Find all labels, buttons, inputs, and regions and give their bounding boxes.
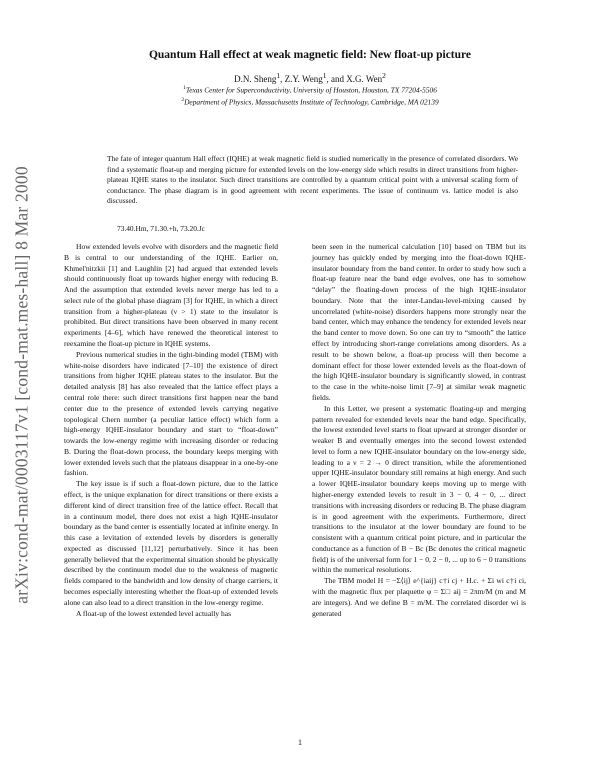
arxiv-identifier[interactable]: arXiv:cond-mat/0003117v1 [cond-mat.mes-hall] 8 Mar 2000 bbox=[11, 166, 32, 604]
affiliation-sup: 2 bbox=[181, 97, 185, 103]
paragraph: Previous numerical studies in the tight-binding model (TBM) with white-noise disorders have indicated [7–10] the existence of direct transitions from higher IQHE plateau states to the insulator. But the detailed analysis [8] has also revealed that the lattice effect plays a central role there: such direct transitions first happen near the band center due to the presence of extended levels carrying negative topological Chern number (a peculiar lattice effect) which form a high-energy IQHE-insulator boundary and start to “float-down” towards the low-energy regime with increasing disorder or reducing B. During the float-down process, the boundary keeps merging with lower extended levels such that the plateaus disappear in a one-by-one fashion. bbox=[64, 349, 278, 478]
paper-title: Quantum Hall effect at weak magnetic field: New float-up picture bbox=[148, 49, 472, 61]
author-sheng: D.N. Sheng bbox=[234, 74, 277, 84]
paragraph: How extended levels evolve with disorders and the magnetic field B is central to our understanding of the IQHE. Earlier on, Khmel'nitzkii [1] and Laughlin [2] had argued that extended levels should continuously float up towards higher energy with reducing B. And the assumption that extended levels never merge has led to a select rule of the global phase diagram [3] for IQHE, in which a direct transition from a higher-plateau (ν > 1) state to the insulator is prohibited. But direct transitions have been observed in many recent experiments [4–6], which have renewed the theoretical interest to reexamine the float-up picture in IQHE systems. bbox=[64, 242, 278, 349]
affiliation-text: Department of Physics, Massachusetts Institute of Technology, Cambridge, MA 02139 bbox=[184, 97, 439, 107]
author-weng: Z.Y. Weng bbox=[284, 74, 323, 84]
left-column bbox=[64, 242, 278, 619]
affiliation-sup: 1 bbox=[183, 85, 186, 91]
author-affil-sup: 1 bbox=[276, 71, 281, 80]
author-list bbox=[60, 71, 560, 84]
author-sep: , and bbox=[326, 74, 347, 84]
abstract: The fate of integer quantum Hall effect (IQHE) at weak magnetic field is studied numerically in the presence of correlated disorders. We find a systematic float-up and merging picture for extended levels on the low-energy side which results in direct transitions from higher-plateau IQHE states to the insulator. Such direct transitions are controlled by a quantum critical point with a universal scaling form of conductance. The phase diagram is in good agreement with recent experiments. The issue of continuum vs. lattice model is also discussed. bbox=[107, 154, 518, 206]
paragraph: The TBM model H = −Σ⟨ij⟩ e^{iaij} c†i cj + H.c. + Σi wi c†i ci, with the magnetic flux per plaquette φ = Σ□ aij = 2πm/M (m and M are integers). And we define B = m/M. The correlated disorder wi is generated bbox=[312, 576, 526, 618]
paragraph: A float-up of the lowest extended level actually has bbox=[76, 608, 232, 618]
pacs-numbers: 73.40.Hm, 71.30.+h, 73.20.Jc bbox=[117, 224, 205, 233]
affiliation-2 bbox=[60, 97, 560, 106]
page-number: 1 bbox=[298, 738, 302, 747]
paragraph: The key issue is if such a float-down picture, due to the lattice effect, is the unique explanation for direct transitions or there exists a different kind of direct transition free of the lattice effect. Recall that in a continuum model, there does not exist a high IQHE-insulator boundary as the band center is essentially located at infinite energy. In this case a levitation of extended levels by disorders is generally expected as discussed [11,12] perturbatively. Since it has been generally believed that the experimental situation should be physically described by the continuum model due to the weakness of magnetic fields compared to the bandwidth and low density of charge carriers, it becomes especially interesting whether the float-up of extended levels alone can also lead to a direct transition in the low-energy regime. bbox=[64, 479, 278, 607]
author-affil-sup: 2 bbox=[382, 71, 386, 80]
arxiv-sidebar bbox=[2, 150, 42, 620]
affiliation-text: Texas Center for Superconductivity, University of Houston, Houston, TX 77204-5506 bbox=[185, 85, 437, 95]
author-affil-sup: 1 bbox=[322, 71, 327, 80]
affiliation-1 bbox=[60, 85, 560, 94]
right-column bbox=[312, 242, 526, 619]
author-sep: , bbox=[280, 74, 285, 84]
paragraph: In this Letter, we present a systematic floating-up and merging pattern revealed for extended levels near the band edge. Specifically, the lowest extended level starts to float upward at stronger disorder or weaker B and eventually emerges into the second lowest extended level to form a new IQHE-insulator boundary on the low-energy side, leading to a ν = 2 → 0 direct transition, while the aforementioned upper IQHE-insulator boundary still remains at high energy. And such a lower IQHE-insulator boundary keeps moving up to merge with higher-energy extended levels to result in 3 − 0, 4 − 0, ... direct transitions with increasing disorders or reducing B. The phase diagram is in good agreement with the experiments. Furthermore, direct transitions to the insulator at the lower boundary are found to be consistent with a quantum critical point picture, and in particular the conductance as a function of B − Bc (Bc denotes the critical magnetic field) is of the universal form for 1 − 0, 2 − 0, ... up to 6 − 0 transitions within the numerical resolutions. bbox=[312, 403, 526, 575]
author-wen: X.G. Wen bbox=[346, 74, 383, 84]
paragraph: been seen in the numerical calculation [10] based on TBM but its journey has quickly ended by merging into the float-down IQHE-insulator boundary from the band center. In order to study how such a float-up feature near the band edge evolves, one has to somehow “delay” the floating-down process of the high IQHE-insulator boundary. Note that the inter-Landau-level-mixing caused by uncorrelated (white-noise) disorders happens more strongly near the band center, which may enhance the tendency for extended levels near the band center to move down. So one can try to “smooth” the lattice effect by introducing short-range correlations among disorders. As a result to be shown below, a float-up process will then become a dominant effect for those lower extended levels as the float-down of the high IQHE-insulator boundary is significantly slowed, in contrast to the case in the white-noise limit [7–9] at similar weak magnetic fields. bbox=[312, 242, 526, 402]
